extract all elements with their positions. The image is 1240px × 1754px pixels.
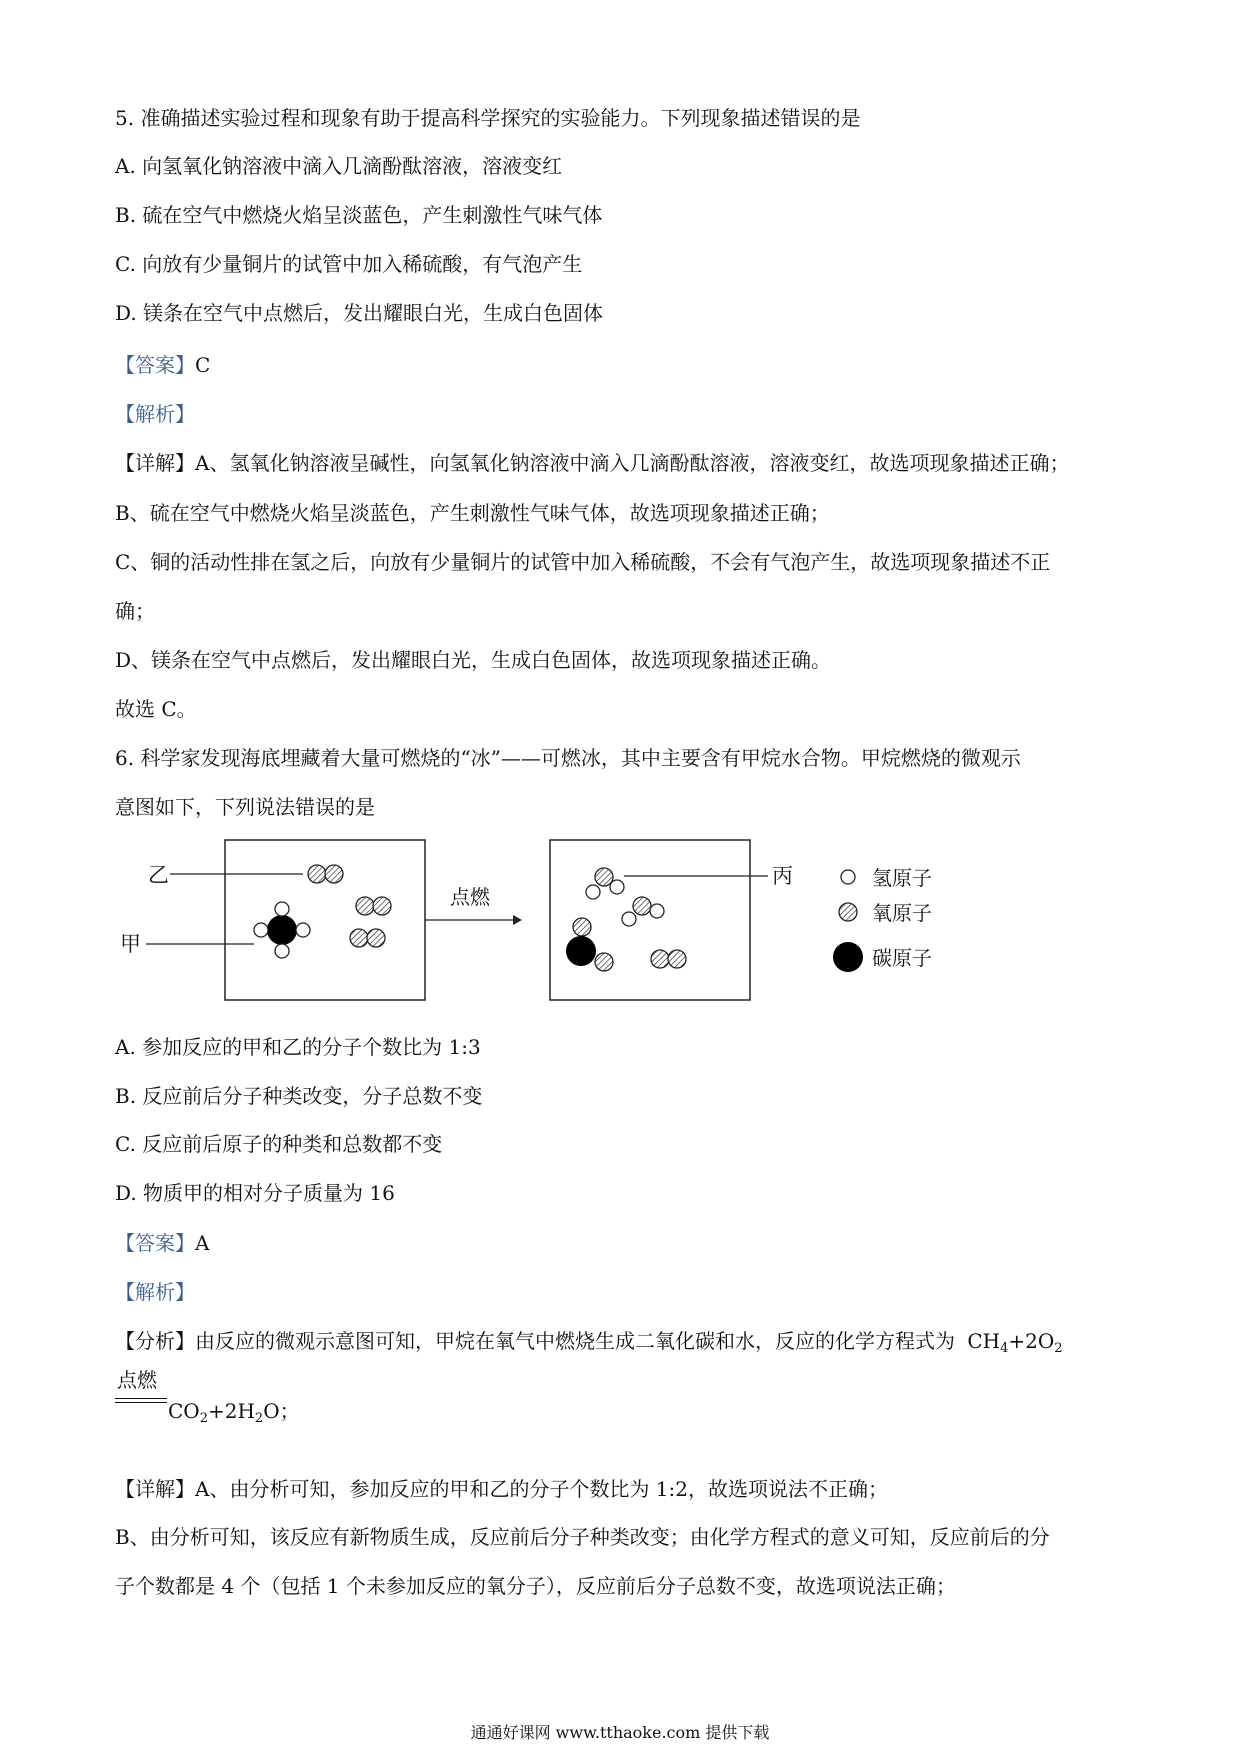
- q6-stem-line-2: 意图如下，下列说法错误的是: [115, 795, 375, 819]
- hydrogen-atom: [275, 902, 289, 916]
- oxygen-atom: [668, 950, 686, 968]
- q6-detail-text-a: A、由分析可知，参加反应的甲和乙的分子个数比为 1:2，故选项说法不正确；: [195, 1477, 888, 1501]
- hydrogen-atom: [650, 904, 664, 918]
- legend-oxygen-label: 氧原子: [872, 901, 932, 925]
- label-bing: 丙: [772, 864, 793, 888]
- oxygen-atom: [350, 929, 368, 947]
- hydrogen-atom: [610, 880, 624, 894]
- oxygen-atom: [373, 897, 391, 915]
- q6-detail-line-1: [115, 1476, 888, 1502]
- q5-option-c: C. 向放有少量铜片的试管中加入稀硫酸，有气泡产生: [115, 252, 583, 276]
- q6-detail-tag: 【详解】: [115, 1477, 195, 1501]
- q5-answer-tag: 【答案】: [115, 353, 195, 377]
- hydrogen-atom: [622, 912, 636, 926]
- q6-fenxi-tag: 【分析】: [115, 1329, 195, 1353]
- carbon-atom: [267, 915, 297, 945]
- oxygen-atom: [651, 950, 669, 968]
- q5-answer-value: C: [195, 353, 211, 377]
- arrow-head: [513, 915, 522, 925]
- q5-option-b: B. 硫在空气中燃烧火焰呈淡蓝色，产生刺激性气味气体: [115, 203, 603, 227]
- legend-hydrogen-label: 氢原子: [872, 866, 932, 890]
- oxygen-atom: [595, 868, 613, 886]
- legend-carbon-icon: [833, 942, 863, 972]
- hydrogen-atom: [586, 885, 600, 899]
- q6-stem-line-1: 6. 科学家发现海底埋藏着大量可燃烧的“冰”——可燃冰，其中主要含有甲烷水合物。甲烷燃烧的微观示: [115, 746, 1021, 770]
- q5-detail-line-3: C、铜的活动性排在氢之后，向放有少量铜片的试管中加入稀硫酸，不会有气泡产生，故选项现象描述不正: [115, 550, 1051, 574]
- hydrogen-atom: [254, 923, 268, 937]
- q6-option-a: A. 参加反应的甲和乙的分子个数比为 1:3: [115, 1035, 481, 1059]
- carbon-atom: [566, 936, 596, 966]
- oxygen-atom: [633, 897, 651, 915]
- q5-detail-line-5: D、镁条在空气中点燃后，发出耀眼白光，生成白色固体，故选项现象描述正确。: [115, 648, 832, 672]
- reaction-diagram: [120, 820, 1000, 1010]
- q5-detail-line-1: [115, 450, 1069, 476]
- q5-stem: 5. 准确描述实验过程和现象有助于提高科学探究的实验能力。下列现象描述错误的是: [115, 106, 861, 130]
- q5-detail-line-4: 确；: [115, 599, 155, 623]
- q5-conclusion: 故选 C。: [115, 697, 197, 721]
- equation-condition-text: 点燃: [117, 1368, 157, 1392]
- q5-option-d: D. 镁条在空气中点燃后，发出耀眼白光，生成白色固体: [115, 301, 604, 325]
- q5-detail-tag: 【详解】: [115, 451, 195, 475]
- q5-analysis-tag: 【解析】: [115, 402, 195, 426]
- reactant-box: [225, 840, 425, 1000]
- equation-double-line: [115, 1398, 167, 1403]
- q6-analysis-tag: 【解析】: [115, 1280, 195, 1304]
- q6-detail-line-2: B、由分析可知，该反应有新物质生成，反应前后分子种类改变；由化学方程式的意义可知，反应前后的分: [115, 1525, 1050, 1549]
- q6-answer-tag: 【答案】: [115, 1231, 195, 1255]
- arrow-label: 点燃: [450, 885, 490, 909]
- label-yi: 乙: [148, 863, 169, 887]
- equation-right: $CO_2+2H_2O$；: [168, 1399, 300, 1426]
- hydrogen-atom: [275, 944, 289, 958]
- equation-condition: [117, 1368, 157, 1392]
- oxygen-atom: [367, 929, 385, 947]
- q5-option-a: A. 向氢氧化钠溶液中滴入几滴酚酞溶液，溶液变红: [115, 154, 563, 178]
- q6-option-c: C. 反应前后原子的种类和总数都不变: [115, 1132, 443, 1156]
- legend-hydrogen-icon: [841, 870, 855, 884]
- q6-fenxi-text: 由反应的微观示意图可知，甲烷在氧气中燃烧生成二氧化碳和水，反应的化学方程式为: [195, 1329, 955, 1353]
- page-footer: 通通好课网 www.tthaoke.com 提供下载: [470, 1723, 770, 1742]
- legend-oxygen-icon: [839, 903, 857, 921]
- q5-detail-text-a: A、氢氧化钠溶液呈碱性，向氢氧化钠溶液中滴入几滴酚酞溶液，溶液变红，故选项现象描述正确；: [195, 451, 1070, 475]
- oxygen-atom: [356, 897, 374, 915]
- q6-answer-value: A: [195, 1231, 210, 1255]
- q6-detail-line-3: 子个数都是 4 个（包括 1 个未参加反应的氧分子），反应前后分子总数不变，故选项说法正确；: [115, 1574, 956, 1598]
- oxygen-atom: [308, 865, 326, 883]
- q6-option-d: D. 物质甲的相对分子质量为 16: [115, 1181, 395, 1205]
- q5-answer: [115, 352, 210, 378]
- q6-fenxi-line: [115, 1328, 1063, 1362]
- label-jia: 甲: [120, 932, 141, 956]
- q5-detail-line-2: B、硫在空气中燃烧火焰呈淡蓝色，产生刺激性气味气体，故选项现象描述正确；: [115, 501, 830, 525]
- legend-carbon-label: 碳原子: [872, 946, 932, 970]
- oxygen-atom: [325, 865, 343, 883]
- oxygen-atom: [595, 953, 613, 971]
- hydrogen-atom: [296, 923, 310, 937]
- q6-option-b: B. 反应前后分子种类改变，分子总数不变: [115, 1084, 483, 1108]
- equation-left: $CH_4+2O_2$: [967, 1329, 1063, 1356]
- oxygen-atom: [573, 918, 591, 936]
- q6-answer: [115, 1230, 209, 1256]
